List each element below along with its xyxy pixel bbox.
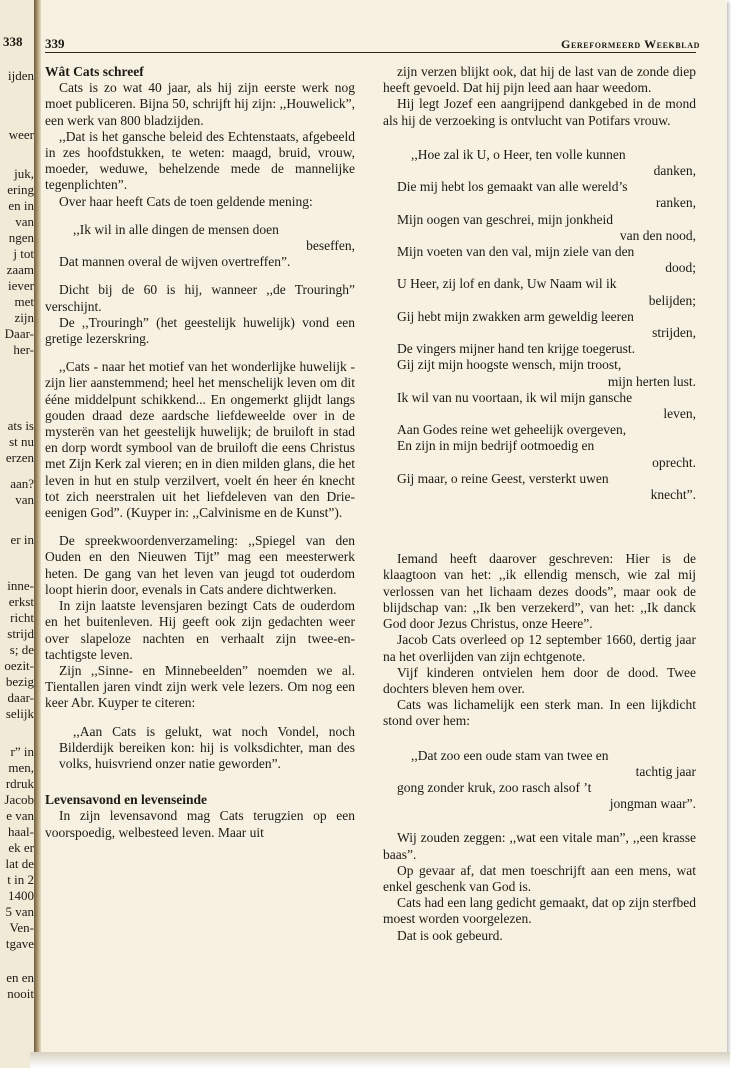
paragraph: Iemand heeft daarover geschreven: Hier is de klaagtoon van het: ,,ik ellendig mensch, wie zal mij verlossen van het lichaam dezes doods”, maar ook de blijdschap van: ,,Ik ben verzekerd”, van het: ,,Ik danck God door Jezus Christus, onze Heere”.	[383, 551, 696, 632]
paragraph: Dat is ook gebeurd.	[397, 927, 503, 943]
paragraph: Wij zouden zeggen: ,,wat een vitale man”, ,,een krasse baas”.	[383, 830, 696, 862]
previous-page-fragment: strijd	[7, 626, 34, 641]
previous-page-fragment: Ven-	[9, 920, 34, 935]
poem-line-continuation: dood;	[665, 260, 696, 276]
previous-page-fragment: ijden	[8, 68, 34, 83]
quote-line: Dat mannen overal de wijven overtreffen”.	[59, 254, 291, 270]
paragraph: zijn verzen blijkt ook, dat hij de last van de zonde diep heeft gevoeld. Dat hij pijn leed aan haar weedom.	[383, 64, 696, 96]
quoted-paragraph: ,,Aan Cats is gelukt, wat noch Vondel, noch Bilderdijk bereiken kon: hij is volksdichter, man des volks, huisvriend onzer natie geworden”.	[59, 723, 355, 771]
previous-page-fragment: 5 van	[5, 904, 34, 919]
poem-line: U Heer, zij lof en dank, Uw Naam wil ik	[397, 276, 617, 292]
paragraph: De spreekwoordenverzameling: ,,Spiegel van den Ouden en den Nieuwen Tijt” mag een meesterwerk heten. De gang van het leven van jeugd tot ouderdom loopt hierin door, evenals in Cats andere dichtwerken.	[45, 533, 355, 597]
previous-page-fragment: met	[14, 294, 34, 309]
quote-line-continuation: jongman waar”.	[609, 796, 696, 812]
paragraph: Cats was lichamelijk een sterk man. In een lijkdicht stond over hem:	[383, 697, 696, 729]
previous-page-fragment: selijk	[5, 706, 34, 721]
left-column	[45, 64, 355, 841]
quote-line: ,,Ik wil in alle dingen de mensen doen	[73, 221, 279, 237]
paragraph: ,,Dat is het gansche beleid des Echtenstaats, afgebeeld in zes hoofdstukken, te weten: maagd, bruid, vrouw, moeder, weduwe, behelzende mede de mannelijke tegenplichten”.	[45, 128, 355, 193]
section-heading: Levensavond en levenseinde	[45, 792, 208, 808]
previous-page-fragment: inne-	[7, 578, 34, 593]
previous-page-fragment: erzen	[5, 450, 34, 465]
poem-line-continuation: mijn herten lust.	[607, 373, 696, 389]
previous-page-fragment: r” in	[10, 744, 34, 759]
previous-page-fragment: richt	[10, 610, 34, 625]
poem-line-continuation: van den nood,	[619, 227, 696, 243]
previous-page-fragment: daar-	[7, 690, 34, 705]
poem-block	[383, 147, 696, 503]
paragraph: In zijn levensavond mag Cats terugzien op een voorspoedig, welbesteed leven. Maar uit	[45, 808, 355, 840]
previous-page-fragment: ats is	[7, 418, 34, 433]
previous-page-fragment: st nu	[9, 434, 34, 449]
previous-page-fragment: rdruk	[5, 776, 34, 791]
poem-line: ,,Hoe zal ik U, o Heer, ten volle kunnen	[411, 146, 626, 162]
previous-page-fragment: nooit	[7, 986, 34, 1001]
previous-page-fragment: s; de	[9, 642, 34, 657]
previous-page-fragment: weer	[8, 127, 34, 142]
poem-line-continuation: leven,	[663, 406, 696, 422]
previous-page-number: 338	[3, 34, 23, 49]
previous-page-fragment: men,	[8, 760, 34, 775]
poem-line-continuation: knecht”.	[650, 487, 696, 503]
quote-line: ,,Dat zoo een oude stam van twee en	[411, 747, 609, 763]
poem-line: Gij zijt mijn hoogste wensch, mijn troost,	[397, 357, 622, 373]
poem-line: Mijn voeten van den val, mijn ziele van den	[397, 244, 635, 260]
previous-page-fragment: 1400	[8, 888, 34, 903]
quote-block	[383, 748, 696, 813]
paragraph: Op gevaar af, dat men toeschrijft aan een mens, wat enkel geschenk van God is.	[383, 862, 696, 894]
quoted-paragraph: ,,Cats - naar het motief van het wonderlijke huwelijk - zijn lier aanstemmend; heel het menschelijk leven om dit ééne middelpunt schikkend... En ongemerkt glijdt langs gouden draad deze aardsche liefdeweelde over in de mysterën van het geestelijk huwelijk; de bruiloft in stad en dorp wordt symbool van de bruiloft die eens Christus met Zijn Kerk zal vieren; en in dien milden glans, die het leven in hut en stulp verzilvert, voelt én heer én knecht tot zich neerstralen uit het liefdeleven van den Drie-eenigen God”. (Kuyper in: ,,Calvinisme en de Kunst”).	[45, 359, 355, 521]
previous-page-fragment: tgave	[5, 936, 34, 951]
previous-page-fragment: zaam	[6, 262, 34, 277]
previous-page-fragment: iever	[8, 278, 34, 293]
previous-page-fragment: en in	[8, 198, 34, 213]
previous-page-fragment: j tot	[13, 246, 34, 261]
previous-page-fragment: erkst	[8, 594, 34, 609]
poem-line: En zijn in mijn bedrijf ootmoedig en	[397, 438, 595, 454]
quote-block	[45, 222, 355, 271]
poem-line-continuation: ranken,	[655, 195, 696, 211]
previous-page-fragment: lat de	[5, 856, 34, 871]
previous-page-fragment: ek er	[8, 840, 34, 855]
poem-line-continuation: danken,	[653, 163, 696, 179]
quote-line-continuation: tachtig jaar	[635, 763, 696, 779]
page-number: 339	[45, 36, 65, 51]
header-rule	[45, 52, 696, 53]
previous-page-fragment: ering	[7, 182, 34, 197]
page-shadow	[30, 1052, 730, 1068]
previous-page-strip	[0, 0, 34, 1068]
previous-page-fragment: oezit-	[4, 658, 34, 673]
previous-page-fragment: juk,	[14, 166, 34, 181]
paragraph: Cats had een lang gedicht gemaakt, dat op zijn sterfbed moest worden voorgelezen.	[383, 895, 696, 927]
section-heading: Wât Cats schreef	[45, 64, 144, 79]
previous-page-fragment: Jacob	[4, 792, 34, 807]
paragraph: Cats is zo wat 40 jaar, als hij zijn eerste werk nog moet publiceren. Bijna 50, schrijft hij zijn: ,,Houwelick”, een werk van 800 bladzijden.	[45, 80, 355, 128]
poem-line: Aan Godes reine wet geheelijk overgeven,	[397, 422, 627, 438]
right-column	[383, 64, 696, 944]
previous-page-fragment: aan?	[10, 476, 34, 491]
previous-page-fragment: t in 2	[7, 872, 34, 887]
paragraph: Zijn ,,Sinne- en Minnebeelden” noemden we al. Tientallen jaren vindt zijn werk vele lezers. Om nog een keer Abr. Kuyper te citeren:	[45, 662, 355, 711]
poem-line: Die mij hebt los gemaakt van alle wereld’s	[397, 179, 628, 195]
quote-line: gong zonder kruk, zoo rasch alsof ’t	[397, 779, 592, 795]
quote-line-continuation: beseffen,	[306, 238, 355, 254]
poem-line-continuation: oprecht.	[652, 454, 696, 470]
paragraph: Vijf kinderen ontvielen hem door de dood. Twee dochters bleven hem over.	[383, 664, 696, 696]
publication-title: Gereformeerd Weekblad	[561, 37, 700, 51]
previous-page-fragment: Daar-	[4, 326, 34, 341]
previous-page-fragment: ngen	[8, 230, 34, 245]
previous-page-fragment: e van	[6, 808, 34, 823]
poem-line: Gij maar, o reine Geest, versterkt uwen	[397, 470, 609, 486]
previous-page-fragment: en en	[6, 970, 34, 985]
previous-page-fragment: bezig	[5, 674, 34, 689]
poem-line-continuation: strijden,	[652, 325, 696, 341]
previous-page-fragment: zijn	[14, 310, 34, 325]
paragraph: Over haar heeft Cats de toen geldende mening:	[59, 193, 313, 209]
previous-page-fragment: her-	[13, 342, 34, 357]
poem-line: Gij hebt mijn zwakken arm geweldig leeren	[397, 308, 634, 324]
paragraph: Dicht bij de 60 is hij, wanneer ,,de Trouringh” verschijnt.	[45, 282, 355, 314]
previous-page-fragment: van	[15, 492, 34, 507]
paragraph: Jacob Cats overleed op 12 september 1660, dertig jaar na het overlijden van zijn echtgenote.	[383, 632, 696, 664]
paragraph: In zijn laatste levensjaren bezingt Cats de ouderdom en het buitenleven. Hij geeft ook zijn gedachten weer over slapeloze nachten en verhaalt zijn twee-en-tachtigste leven.	[45, 598, 355, 662]
paragraph: Hij legt Jozef een aangrijpend dankgebed in de mond als hij de verzoeking is ontvlucht van Potifars vrouw.	[383, 96, 696, 128]
book-spine	[34, 0, 41, 1068]
poem-line: Mijn oogen van geschrei, mijn jonkheid	[397, 211, 613, 227]
previous-page-fragment: er in	[10, 532, 34, 547]
previous-page-fragment: van	[15, 214, 34, 229]
poem-line-continuation: belijden;	[648, 292, 696, 308]
previous-page-fragment: haal-	[8, 824, 34, 839]
poem-line: De vingers mijner hand ten krijge toegerust.	[397, 341, 636, 357]
poem-line: Ik wil van nu voortaan, ik wil mijn gansche	[397, 389, 633, 405]
paragraph: De ,,Trouringh” (het geestelijk huwelijk) vond een gretige lezerskring.	[45, 314, 355, 347]
